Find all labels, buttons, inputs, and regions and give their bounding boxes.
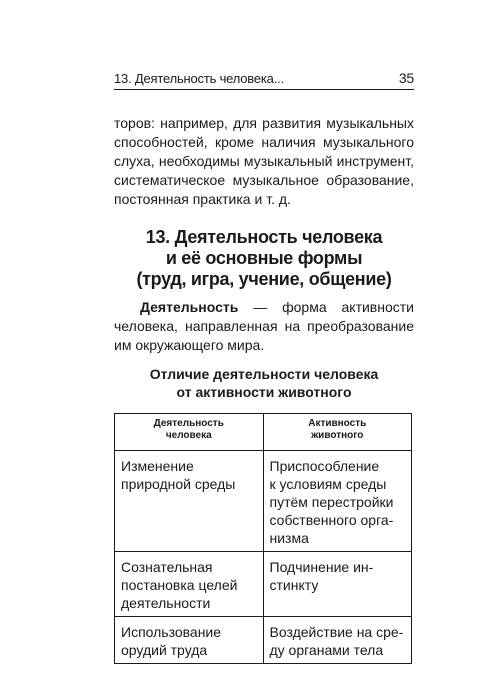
table-caption-line-1: Отличие деятельности человека — [149, 366, 379, 382]
running-header-title: 13. Деятельность человека... — [114, 71, 284, 86]
section-title-line-1: 13. Деятельность человека — [145, 227, 383, 247]
cell-line: Подчинение ин- — [269, 559, 374, 575]
column-header-line: Активность — [308, 418, 367, 429]
cell-animal — [263, 617, 412, 664]
column-header-line: животного — [311, 430, 364, 441]
column-header-line: Деятельность — [153, 418, 224, 429]
table-caption-line-2: от активности животного — [176, 384, 352, 400]
cell-line: Приспособление — [269, 458, 380, 474]
intro-paragraph: торов: например, для развития музыкальных способностей, кроме наличия музыкального слуха, необходимы музыкальный инструмент, систематическое музыкальное образование, постоянная практика и т. д. — [114, 115, 414, 207]
page-number: 35 — [398, 70, 414, 86]
cell-line: собственного орга- — [269, 512, 394, 528]
cell-animal — [263, 451, 412, 552]
section-title — [114, 227, 414, 290]
cell-animal — [263, 552, 412, 617]
cell-line: стинкту — [269, 577, 319, 593]
table-caption — [114, 365, 414, 401]
definition-term: Деятельность — [140, 299, 239, 315]
cell-line: низма — [269, 530, 309, 546]
definition-text: — форма активности человека, направленная на преобразование им окружающего мира. — [114, 299, 414, 353]
table-header-row — [115, 414, 412, 451]
table-row — [115, 451, 412, 552]
cell-line: Воздействие на сре- — [269, 624, 404, 640]
cell-line: постановка целей — [121, 577, 238, 593]
cell-line: Сознательная — [121, 559, 213, 575]
comparison-table — [114, 413, 412, 664]
table-row — [115, 552, 412, 617]
cell-human — [115, 617, 264, 664]
cell-line: орудий труда — [121, 642, 208, 658]
cell-line: ду органами тела — [269, 642, 384, 658]
column-header-line: человека — [165, 430, 212, 441]
table-row — [115, 617, 412, 664]
cell-line: природной среды — [121, 476, 236, 492]
cell-line: путём перестройки — [269, 494, 394, 510]
cell-line: Изменение — [121, 458, 194, 474]
column-header-animal — [263, 414, 412, 451]
book-page — [114, 70, 414, 664]
section-title-line-2: и её основные формы — [165, 248, 363, 268]
cell-human — [115, 552, 264, 617]
column-header-human — [115, 414, 264, 451]
cell-line: к условиям среды — [269, 476, 387, 492]
cell-line: деятельности — [121, 595, 211, 611]
section-title-line-3: (труд, игра, учение, общение) — [136, 269, 392, 289]
definition-paragraph — [114, 298, 414, 355]
cell-line: Использование — [121, 624, 222, 640]
cell-human — [115, 451, 264, 552]
running-header — [114, 70, 414, 90]
